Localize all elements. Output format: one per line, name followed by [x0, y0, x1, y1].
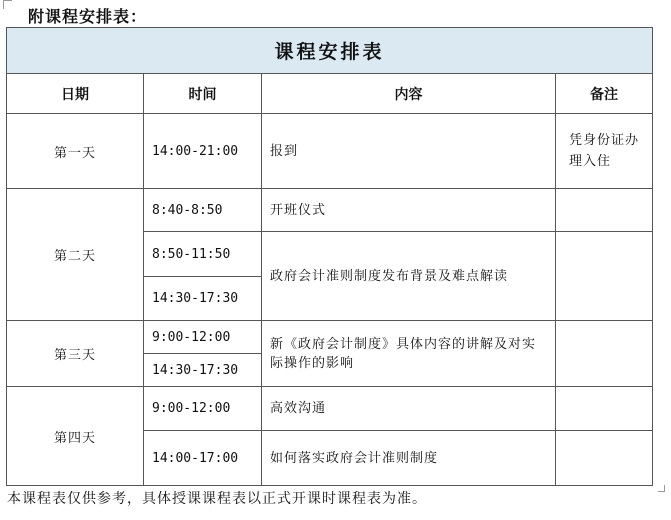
time-cell: 9:00-12:00 — [144, 387, 262, 431]
table-row — [7, 321, 653, 354]
time-cell: 14:00-21:00 — [144, 114, 262, 189]
table-row — [7, 114, 653, 189]
text-boundary-mark — [3, 0, 12, 9]
document-heading: 附课程安排表： — [28, 7, 148, 26]
content-cell: 高效沟通 — [262, 387, 556, 431]
day-cell: 第四天 — [7, 387, 144, 486]
note-cell — [556, 189, 653, 232]
table-title: 课程安排表 — [7, 28, 653, 74]
table-row — [7, 189, 653, 232]
schedule-table — [6, 27, 653, 486]
content-cell: 如何落实政府会计准则制度 — [262, 431, 556, 486]
time-cell: 9:00-12:00 — [144, 321, 262, 354]
time-cell: 8:40-8:50 — [144, 189, 262, 232]
content-cell: 开班仪式 — [262, 189, 556, 232]
text-boundary-mark — [658, 485, 665, 492]
note-cell — [556, 232, 653, 321]
header-content: 内容 — [262, 74, 556, 114]
table-header-row — [7, 74, 653, 114]
content-cell: 新《政府会计制度》具体内容的讲解及对实际操作的影响 — [262, 321, 556, 387]
note-cell — [556, 387, 653, 431]
note-text: 凭身份证办理入住 — [569, 133, 640, 169]
header-date: 日期 — [7, 74, 144, 114]
note-cell — [556, 114, 653, 189]
content-cell: 政府会计准则制度发布背景及难点解读 — [262, 232, 556, 321]
header-note: 备注 — [556, 74, 653, 114]
time-cell: 14:30-17:30 — [144, 354, 262, 387]
note-cell — [556, 431, 653, 486]
day-cell: 第二天 — [7, 189, 144, 321]
table-row — [7, 387, 653, 431]
time-cell: 14:00-17:00 — [144, 431, 262, 486]
day-cell: 第三天 — [7, 321, 144, 387]
note-cell — [556, 321, 653, 387]
time-cell: 8:50-11:50 — [144, 232, 262, 277]
day-cell: 第一天 — [7, 114, 144, 189]
header-time: 时间 — [144, 74, 262, 114]
footnote: 本课程表仅供参考，具体授课课程表以正式开课时课程表为准。 — [7, 491, 427, 507]
content-cell: 报到 — [262, 114, 556, 189]
time-cell: 14:30-17:30 — [144, 277, 262, 321]
